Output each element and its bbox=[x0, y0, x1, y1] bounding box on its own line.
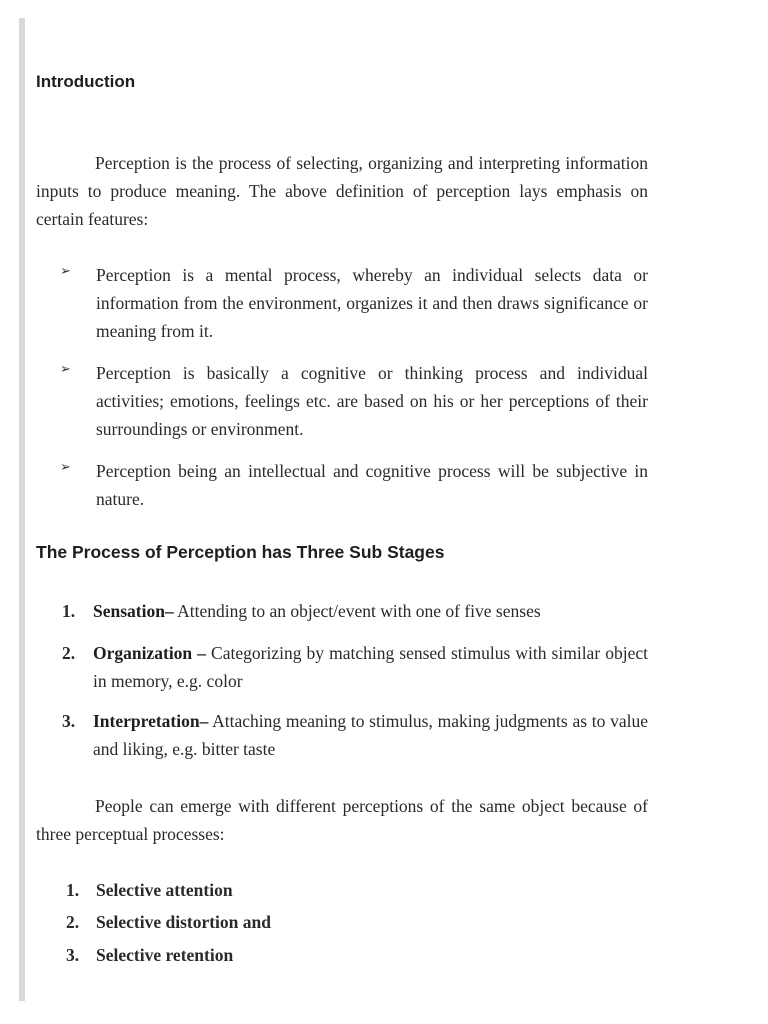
arrow-bullet-icon: ➢ bbox=[60, 460, 71, 475]
process-label: Selective attention bbox=[96, 880, 233, 900]
process-label: Selective retention bbox=[96, 945, 234, 965]
page-margin-rule bbox=[19, 18, 25, 1001]
closing-paragraph: People can emerge with different perceptions of the same object because of three perceptual processes: bbox=[36, 796, 648, 844]
stage-number: 3. bbox=[62, 711, 76, 731]
intro-paragraph: Perception is the process of selecting, organizing and interpreting information inputs to produce meaning. The above definition of perception lays emphasis on certain features: bbox=[36, 153, 648, 229]
stage-term: Sensation– bbox=[93, 601, 174, 621]
process-number: 2. bbox=[66, 912, 80, 932]
process-heading: The Process of Perception has Three Sub Stages bbox=[36, 542, 445, 562]
stage-number: 1. bbox=[62, 601, 76, 621]
feature-text: Perception being an intellectual and cognitive process will be subjective in nature. bbox=[96, 461, 648, 509]
stage-body bbox=[93, 639, 648, 695]
stage-description: Attending to an object/event with one of five senses bbox=[173, 601, 541, 621]
feature-text: Perception is basically a cognitive or thinking process and individual activities; emotions, feelings etc. are based on his or her perceptions of their surroundings or environment. bbox=[96, 363, 648, 439]
stage-term: Organization – bbox=[93, 643, 206, 663]
stage-body bbox=[93, 597, 648, 625]
process-number: 3. bbox=[66, 945, 80, 965]
stage-description: Attaching meaning to stimulus, making judgments as to value and liking, e.g. bitter taste bbox=[93, 711, 648, 759]
arrow-bullet-icon: ➢ bbox=[60, 264, 71, 279]
stage-description: Categorizing by matching sensed stimulus with similar object in memory, e.g. color bbox=[93, 643, 648, 691]
stage-number: 2. bbox=[62, 643, 76, 663]
stage-term: Interpretation– bbox=[93, 711, 209, 731]
process-number: 1. bbox=[66, 880, 80, 900]
arrow-bullet-icon: ➢ bbox=[60, 362, 71, 377]
introduction-heading: Introduction bbox=[36, 72, 136, 91]
process-label: Selective distortion and bbox=[96, 912, 271, 932]
feature-text: Perception is a mental process, whereby an individual selects data or information from the environment, organizes it and then draws significance or meaning from it. bbox=[96, 265, 648, 341]
stage-body bbox=[93, 707, 648, 763]
